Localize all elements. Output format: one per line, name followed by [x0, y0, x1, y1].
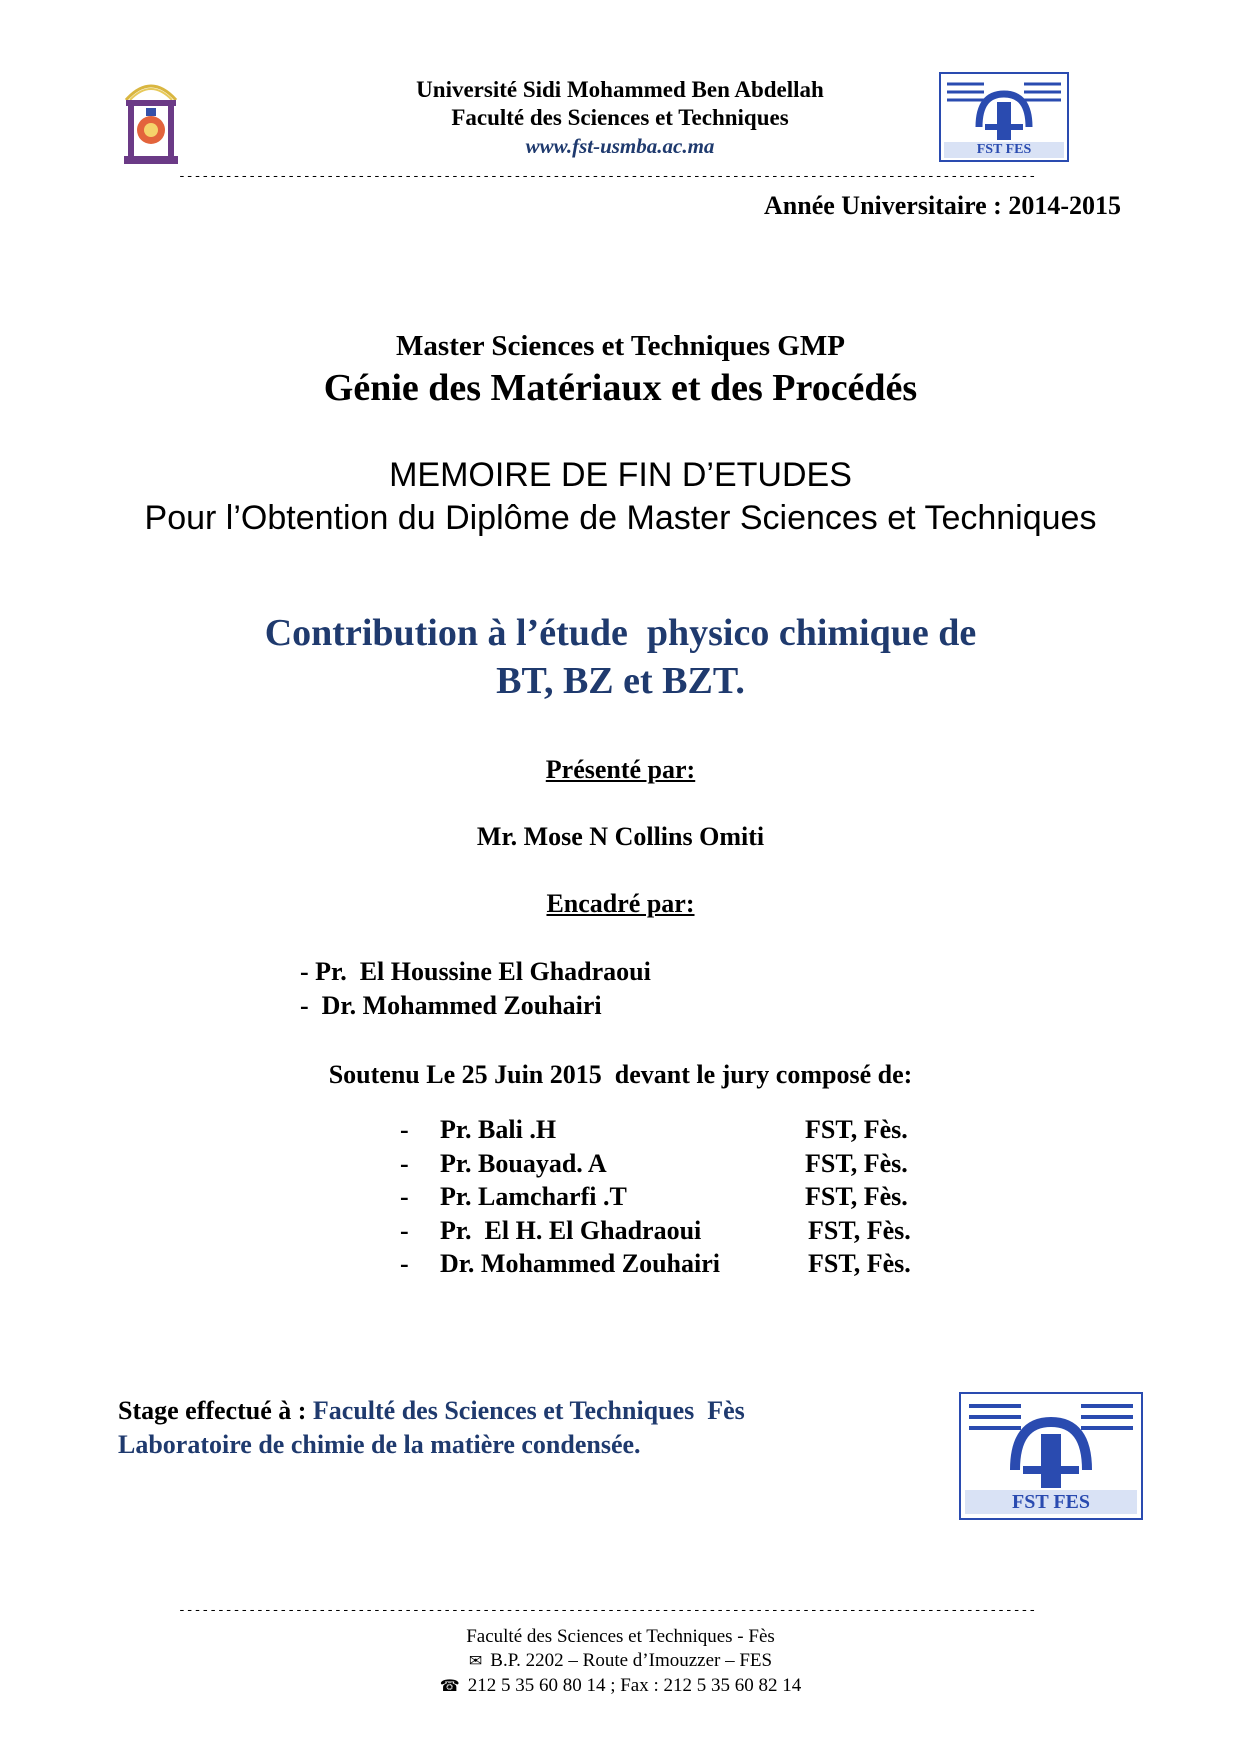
jury-member-institution: FST, Fès. — [805, 1182, 908, 1211]
faculty-name: Faculté des Sciences et Techniques — [451, 105, 789, 130]
footer-divider: -------------------------------------------------------------------------------------------------------------- — [178, 1604, 1037, 1618]
jury-member — [400, 1215, 960, 1249]
presented-by-label: Présenté par: — [545, 755, 696, 784]
telephone-icon: ☎ — [439, 1678, 460, 1695]
jury-bullet: - — [400, 1115, 409, 1144]
jury-member-institution: FST, Fès. — [808, 1249, 911, 1278]
footer-phone — [0, 1674, 1241, 1699]
subject-title-line-2: BT, BZ et BZT. — [496, 660, 745, 702]
student-name: Mr. Mose N Collins Omiti — [476, 822, 765, 851]
internship-line — [118, 1395, 745, 1427]
master-title: Master Sciences et Techniques GMP — [396, 330, 845, 362]
jury-member-institution: FST, Fès. — [805, 1115, 908, 1144]
jury-member — [400, 1248, 960, 1282]
internship-lab: Laboratoire de chimie de la matière condensée. — [118, 1430, 641, 1459]
fst-fes-logo-top — [939, 72, 1069, 162]
university-emblem-logo — [118, 72, 184, 168]
jury-bullet: - — [400, 1216, 409, 1245]
fst-fes-logo-bottom — [959, 1392, 1143, 1520]
footer-faculty: Faculté des Sciences et Techniques - Fès — [466, 1626, 775, 1647]
jury-member-name: Pr. El H. El Ghadraoui — [440, 1216, 702, 1245]
jury-member-name: Pr. Lamcharfi .T — [440, 1182, 627, 1211]
subject-title-line-1: Contribution à l’étude physico chimique de — [264, 612, 977, 654]
mailbox-icon: ✉ — [468, 1653, 483, 1670]
memoire-title: MEMOIRE DE FIN D’ETUDES — [389, 456, 852, 494]
supervisor-item: - Pr. El Houssine El Ghadraoui — [300, 957, 651, 986]
jury-bullet: - — [400, 1149, 409, 1178]
footer-address-text: B.P. 2202 – Route d’Imouzzer – FES — [490, 1650, 773, 1671]
internship-label: Stage effectué à : — [118, 1396, 313, 1425]
supervisor-item: - Dr. Mohammed Zouhairi — [300, 991, 602, 1020]
jury-member-name: Pr. Bouayad. A — [440, 1149, 607, 1178]
jury-bullet: - — [400, 1249, 409, 1278]
defense-statement: Soutenu Le 25 Juin 2015 devant le jury composé de: — [328, 1060, 913, 1089]
jury-bullet: - — [400, 1182, 409, 1211]
university-name: Université Sidi Mohammed Ben Abdellah — [416, 77, 824, 102]
footer-address — [0, 1649, 1241, 1674]
website-link[interactable]: www.fst-usmba.ac.ma — [525, 134, 715, 158]
diplome-line: Pour l’Obtention du Diplôme de Master Sciences et Techniques — [144, 499, 1097, 537]
speciality-title: Génie des Matériaux et des Procédés — [323, 367, 918, 409]
header-divider: -------------------------------------------------------------------------------------------------------------- — [178, 170, 1037, 184]
supervised-by-label: Encadré par: — [546, 889, 695, 918]
fst-logo-label-top: FST FES — [976, 142, 1032, 157]
footer-phone-text: 212 5 35 60 80 14 ; Fax : 212 5 35 60 82 14 — [467, 1675, 802, 1696]
internship-place: Faculté des Sciences et Techniques Fès — [312, 1396, 745, 1425]
jury-member — [400, 1114, 960, 1148]
fst-logo-label-bottom: FST FES — [1012, 1491, 1090, 1513]
jury-member-institution: FST, Fès. — [808, 1216, 911, 1245]
academic-year: Année Universitaire : 2014-2015 — [764, 191, 1121, 220]
jury-member-institution: FST, Fès. — [805, 1149, 908, 1178]
jury-member-name: Dr. Mohammed Zouhairi — [440, 1249, 720, 1278]
jury-member — [400, 1181, 960, 1215]
jury-member-name: Pr. Bali .H — [440, 1115, 557, 1144]
jury-member — [400, 1148, 960, 1182]
